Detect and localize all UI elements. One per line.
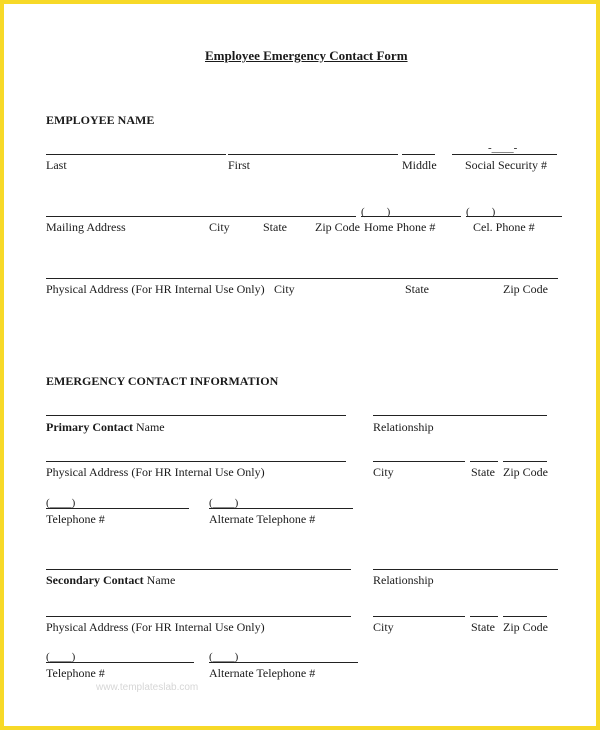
employee-name-heading: EMPLOYEE NAME — [46, 113, 155, 127]
physical-city-label: City — [274, 282, 295, 296]
primary-relationship-line[interactable] — [373, 415, 547, 416]
ssn-label: Social Security # — [465, 158, 547, 172]
secondary-zip-label: Zip Code — [503, 620, 548, 634]
secondary-phone-parens: (____) — [46, 651, 76, 663]
ssn-dashes: -____- — [488, 142, 518, 154]
physical-address-line[interactable] — [46, 278, 558, 279]
zip-label: Zip Code — [315, 220, 360, 234]
primary-state-label: State — [471, 465, 495, 479]
primary-alt-phone-line[interactable] — [209, 508, 353, 509]
primary-address-label: Physical Address (For HR Internal Use Only) — [46, 465, 265, 479]
secondary-address-line[interactable] — [46, 616, 351, 617]
secondary-state-label: State — [471, 620, 495, 634]
mailing-address-line[interactable] — [46, 216, 356, 217]
first-name-line[interactable] — [228, 154, 398, 155]
primary-contact-label — [46, 420, 165, 434]
primary-state-line[interactable] — [470, 461, 498, 462]
home-phone-label: Home Phone # — [364, 220, 436, 234]
secondary-relationship-label: Relationship — [373, 573, 434, 587]
physical-state-label: State — [405, 282, 429, 296]
state-label: State — [263, 220, 287, 234]
secondary-address-label: Physical Address (For HR Internal Use Only) — [46, 620, 265, 634]
middle-name-line[interactable] — [402, 154, 435, 155]
secondary-contact-label — [46, 573, 175, 587]
primary-city-label: City — [373, 465, 394, 479]
last-label: Last — [46, 158, 67, 172]
secondary-relationship-line[interactable] — [373, 569, 558, 570]
secondary-alt-telephone-label: Alternate Telephone # — [209, 666, 316, 680]
primary-alt-phone-parens: (____) — [209, 497, 239, 509]
physical-zip-label: Zip Code — [503, 282, 548, 296]
primary-alt-telephone-label: Alternate Telephone # — [209, 512, 316, 526]
home-phone-parens: (____) — [361, 206, 391, 218]
watermark-text: www.templateslab.com — [96, 682, 199, 693]
secondary-name-line[interactable] — [46, 569, 351, 570]
secondary-phone-line[interactable] — [46, 662, 194, 663]
secondary-state-line[interactable] — [470, 616, 498, 617]
secondary-name-suffix: Name — [143, 573, 176, 587]
primary-zip-label: Zip Code — [503, 465, 548, 479]
cel-phone-parens: (____) — [466, 206, 496, 218]
home-phone-line[interactable] — [361, 216, 461, 217]
city-label: City — [209, 220, 230, 234]
primary-telephone-label: Telephone # — [46, 512, 105, 526]
cel-phone-line[interactable] — [466, 216, 562, 217]
secondary-city-label: City — [373, 620, 394, 634]
primary-phone-line[interactable] — [46, 508, 189, 509]
primary-relationship-label: Relationship — [373, 420, 434, 434]
last-name-line[interactable] — [46, 154, 226, 155]
primary-contact-bold: Primary Contact — [46, 420, 133, 434]
primary-name-line[interactable] — [46, 415, 346, 416]
secondary-zip-line[interactable] — [503, 616, 547, 617]
first-label: First — [228, 158, 251, 172]
mailing-address-label: Mailing Address — [46, 220, 126, 234]
secondary-alt-phone-line[interactable] — [209, 662, 358, 663]
form-title: Employee Emergency Contact Form — [205, 48, 408, 63]
primary-phone-parens: (____) — [46, 497, 76, 509]
primary-zip-line[interactable] — [503, 461, 547, 462]
emergency-heading: EMERGENCY CONTACT INFORMATION — [46, 374, 279, 388]
secondary-contact-bold: Secondary Contact — [46, 573, 144, 587]
primary-city-line[interactable] — [373, 461, 465, 462]
form-page — [4, 4, 596, 726]
secondary-telephone-label: Telephone # — [46, 666, 105, 680]
cel-phone-label: Cel. Phone # — [473, 220, 535, 234]
middle-label: Middle — [402, 158, 437, 172]
primary-name-suffix: Name — [132, 420, 165, 434]
secondary-city-line[interactable] — [373, 616, 465, 617]
secondary-alt-phone-parens: (____) — [209, 651, 239, 663]
physical-address-label: Physical Address (For HR Internal Use Only) — [46, 282, 265, 296]
primary-address-line[interactable] — [46, 461, 346, 462]
